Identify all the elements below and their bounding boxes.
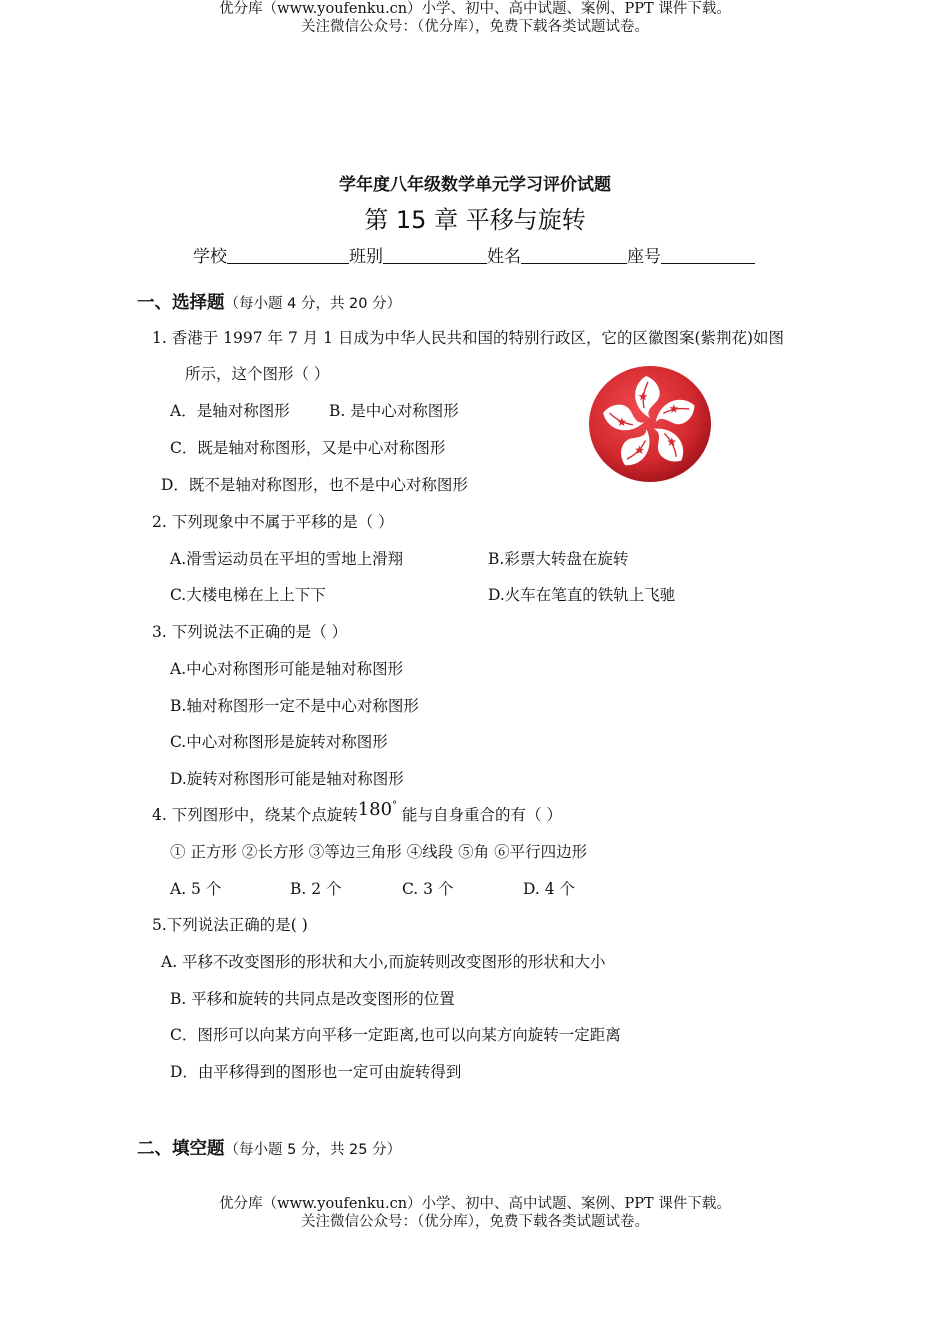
footer-line-2: 关注微信公众号：（优分库），免费下载各类试题试卷。 [301, 1214, 649, 1230]
q5-option-b: B. 平移和旋转的共同点是改变图形的位置 [170, 990, 455, 1008]
q5-stem: 5.下列说法正确的是( ) [152, 916, 308, 934]
q3-option-a: A.中心对称图形可能是轴对称图形 [170, 660, 404, 678]
q4-stem [152, 799, 562, 825]
class-label: 班别 [349, 247, 383, 267]
q1-stem-line1: 1. 香港于 1997 年 7 月 1 日成为中华人民共和国的特别行政区，它的区徽图案(紫荆花)如图 [152, 329, 785, 347]
q5-option-a: A. 平移不改变图形的形状和大小,而旋转则改变图形的形状和大小 [161, 953, 606, 971]
school-label: 学校 [193, 247, 227, 267]
rotation-angle: 180° [357, 799, 398, 820]
q2-stem: 2. 下列现象中不属于平移的是（ ） [152, 513, 394, 531]
section-1-heading [137, 289, 401, 314]
q3-option-b: B.轴对称图形一定不是中心对称图形 [170, 697, 419, 715]
section-1-title: 一、选择题 [137, 293, 225, 313]
footer-line-1: 优分库（www.youfenku.cn）小学、初中、高中试题、案例、PPT 课件下载。 [219, 1196, 731, 1212]
q2-option-b: B.彩票大转盘在旋转 [488, 550, 629, 568]
q4-stem-pre: 4. 下列图形中，绕某个点旋转 [152, 806, 358, 824]
name-label: 姓名 [487, 247, 521, 267]
q5-option-c: C．图形可以向某方向平移一定距离,也可以向某方向旋转一定距离 [170, 1026, 621, 1044]
q4-shape-list: ① 正方形 ②长方形 ③等边三角形 ④线段 ⑤角 ⑥平行四边形 [170, 843, 588, 861]
header-line-1: 优分库（www.youfenku.cn）小学、初中、高中试题、案例、PPT 课件下载。 [219, 1, 731, 17]
q1-option-a: A．是轴对称图形 [170, 402, 290, 420]
q4-option-c: C. 3 个 [402, 880, 454, 898]
q4-option-d: D. 4 个 [523, 880, 576, 898]
q1-option-b: B. 是中心对称图形 [329, 402, 459, 420]
q4-option-a: A. 5 个 [170, 880, 222, 898]
q2-option-a: A.滑雪运动员在平坦的雪地上滑翔 [170, 550, 404, 568]
class-blank[interactable] [383, 247, 487, 264]
q3-stem: 3. 下列说法不正确的是（ ） [152, 623, 348, 641]
q1-stem-line2: 所示，这个图形（ ） [185, 365, 330, 383]
section-2-heading [137, 1135, 401, 1160]
q2-option-d: D.火车在笔直的铁轨上飞驰 [488, 586, 676, 604]
section-2-title: 二、填空题 [137, 1139, 225, 1159]
q4-stem-post: 能与自身重合的有（ ） [402, 806, 562, 824]
q5-option-d: D．由平移得到的图形也一定可由旋转得到 [170, 1063, 462, 1081]
exam-title: 学年度八年级数学单元学习评价试题 [339, 175, 611, 195]
chapter-title: 第 15 章 平移与旋转 [364, 206, 586, 234]
seat-label: 座号 [627, 247, 661, 267]
q4-option-b: B. 2 个 [290, 880, 342, 898]
student-info-line [193, 242, 755, 267]
q3-option-d: D.旋转对称图形可能是轴对称图形 [170, 770, 404, 788]
q3-option-c: C.中心对称图形是旋转对称图形 [170, 733, 388, 751]
name-blank[interactable] [521, 247, 627, 264]
school-blank[interactable] [227, 247, 349, 264]
seat-blank[interactable] [661, 247, 755, 264]
section-1-note: （每小题 4 分，共 20 分） [224, 296, 402, 312]
header-line-2: 关注微信公众号：（优分库），免费下载各类试题试卷。 [301, 19, 649, 35]
q2-option-c: C.大楼电梯在上上下下 [170, 586, 326, 604]
bauhinia-emblem-image [586, 363, 714, 485]
q1-option-c: C．既是轴对称图形，又是中心对称图形 [170, 439, 446, 457]
q1-option-d: D．既不是轴对称图形，也不是中心对称图形 [161, 476, 468, 494]
section-2-note: （每小题 5 分，共 25 分） [224, 1142, 402, 1158]
